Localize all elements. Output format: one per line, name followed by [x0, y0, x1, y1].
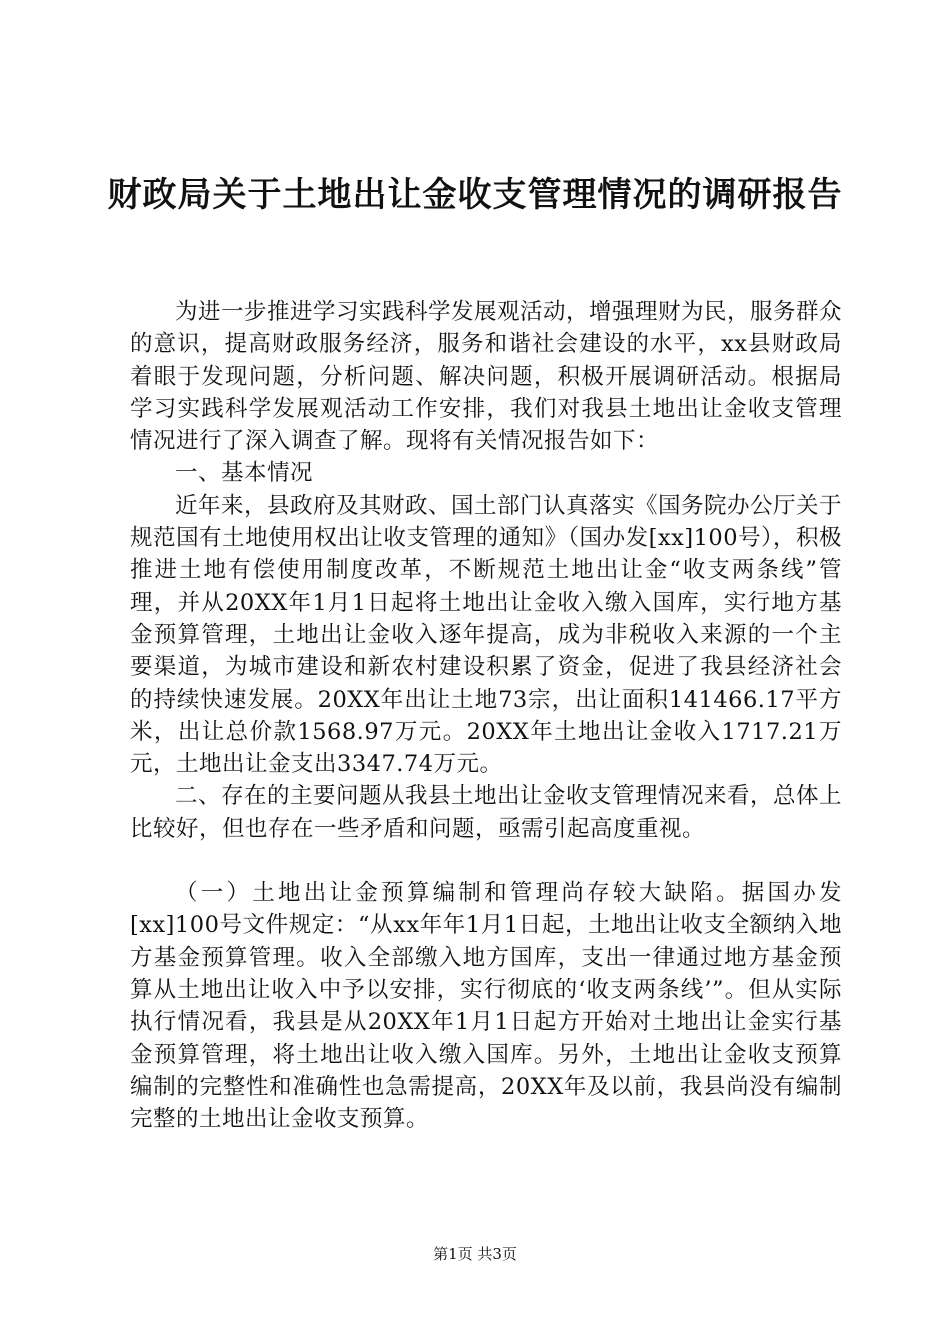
- section-heading-basic-situation: 一、基本情况: [175, 460, 314, 487]
- document-body: [130, 296, 842, 1135]
- document-title: 财政局关于土地出让金收支管理情况的调研报告: [107, 175, 843, 215]
- problem-one-paragraph: （一）土地出让金预算编制和管理尚存较大缺陷。据国办发[xx]100号文件规定：“从xx年年1月1日起，土地出让收支全额纳入地方基金预算管理。收入全部缴入地方国库，支出一律通过地方基金预算从土地出让收入中予以安排，实行彻底的‘收支两条线’”。但从实际执行情况看，我县是从20XX年1月1日起方开始对土地出让金实行基金预算管理，将土地出让收入缴入国库。另外，土地出让金收支预算编制的完整性和准确性也急需提高，20XX年及以前，我县尚没有编制完整的土地出让金收支预算。: [130, 880, 842, 1133]
- intro-paragraph: 为进一步推进学习实践科学发展观活动，增强理财为民，服务群众的意识，提高财政服务经济，服务和谐社会建设的水平，xx县财政局着眼于发现问题，分析问题、解决问题，积极开展调研活动。根据局学习实践科学发展观活动工作安排，我们对我县土地出让金收支管理情况进行了深入调查了解。现将有关情况报告如下：: [130, 299, 843, 455]
- page-number-footer: 第1页 共3页: [433, 1245, 517, 1263]
- section-heading-main-problems: 二、存在的主要问题从我县土地出让金收支管理情况来看，总体上比较好，但也存在一些矛盾和问题，亟需引起高度重视。: [130, 783, 843, 842]
- basic-situation-paragraph: 近年来，县政府及其财政、国土部门认真落实《国务院办公厅关于规范国有土地使用权出让收支管理的通知》（国办发[xx]100号），积极推进土地有偿使用制度改革，不断规范土地出让金“收支两条线”管理，并从20XX年1月1日起将土地出让金收入缴入国库，实行地方基金预算管理，土地出让金收入逐年提高，成为非税收入来源的一个主要渠道，为城市建设和新农村建设积累了资金，促进了我县经济社会的持续快速发展。20XX年出让土地73宗，出让面积141466.17平方米，出让总价款1568.97万元。20XX年土地出让金收入1717.21万元，土地出让金支出3347.74万元。: [130, 492, 843, 778]
